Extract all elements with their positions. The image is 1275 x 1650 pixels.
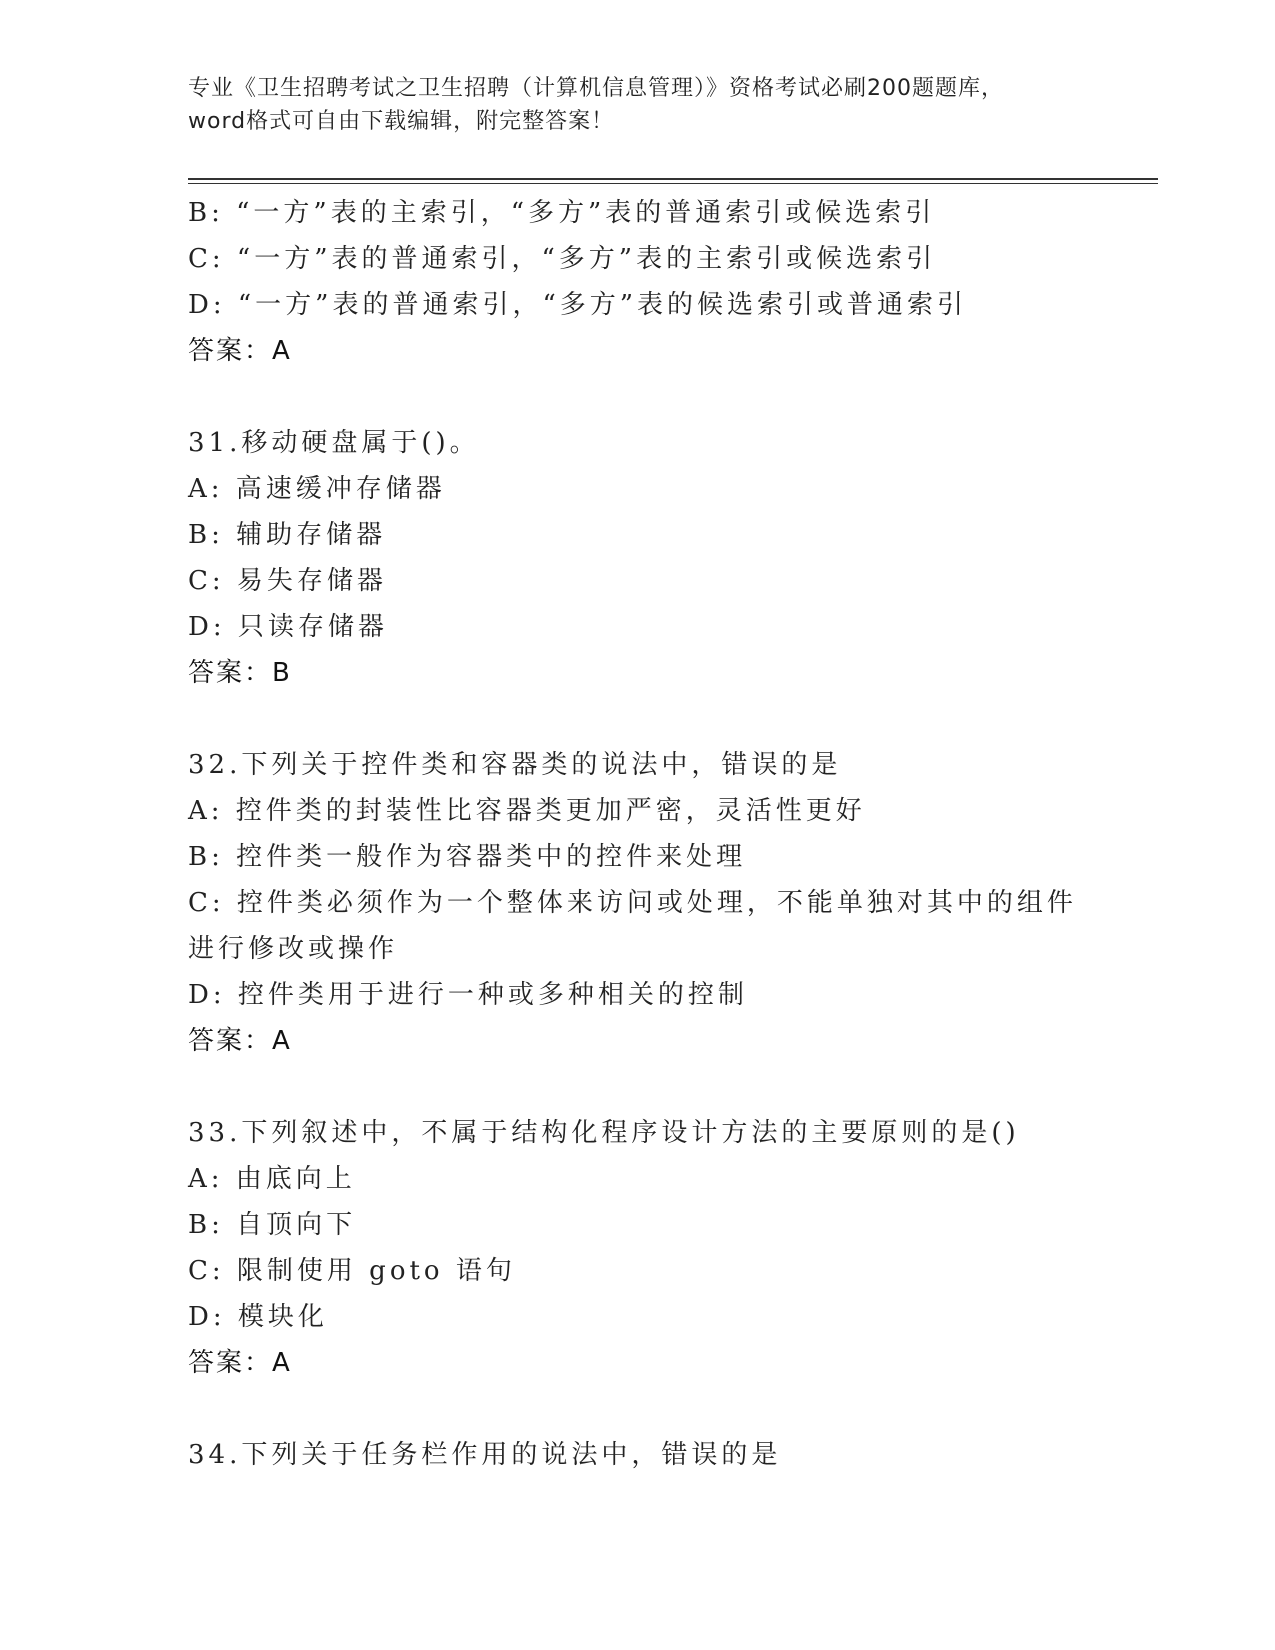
spacer — [188, 1386, 1128, 1432]
option-d: D: “一方”表的普通索引，“多方”表的候选索引或普通索引 — [188, 290, 968, 320]
spacer — [188, 374, 1128, 420]
page-header — [188, 72, 1088, 138]
spacer — [188, 1064, 1128, 1110]
answer-label: 答案：B — [188, 658, 292, 688]
header-divider — [188, 178, 1158, 184]
option-a: A: 控件类的封装性比容器类更加严密，灵活性更好 — [188, 796, 866, 826]
question-block-31 — [188, 420, 1128, 696]
option-b: B: 控件类一般作为容器类中的控件来处理 — [188, 842, 747, 872]
spacer — [188, 696, 1128, 742]
option-d: D: 模块化 — [188, 1302, 328, 1332]
question-block-32 — [188, 742, 1128, 1064]
question-stem: 33.下列叙述中，不属于结构化程序设计方法的主要原则的是() — [188, 1118, 1020, 1148]
option-b: B: 自顶向下 — [188, 1210, 357, 1240]
question-stem: 34.下列关于任务栏作用的说法中，错误的是 — [188, 1440, 782, 1470]
question-stem: 31.移动硬盘属于()。 — [188, 428, 480, 458]
option-a: A: 由底向上 — [188, 1164, 356, 1194]
option-d: D: 只读存储器 — [188, 612, 388, 642]
question-block-30 — [188, 190, 1128, 374]
option-b: B: 辅助存储器 — [188, 520, 387, 550]
answer-label: 答案：A — [188, 1348, 292, 1378]
option-a: A: 高速缓冲存储器 — [188, 474, 446, 504]
answer-label: 答案：A — [188, 336, 292, 366]
option-b: B: “一方”表的主索引，“多方”表的普通索引或候选索引 — [188, 198, 936, 228]
option-c: C: “一方”表的普通索引，“多方”表的主索引或候选索引 — [188, 244, 937, 274]
answer-label: 答案：A — [188, 1026, 292, 1056]
question-block-34 — [188, 1432, 1128, 1478]
option-c: C: 限制使用 goto 语句 — [188, 1256, 516, 1286]
header-title-line-1: 专业《卫生招聘考试之卫生招聘（计算机信息管理）》资格考试必刷200题题库， — [188, 76, 1004, 101]
question-block-33 — [188, 1110, 1128, 1386]
option-d: D: 控件类用于进行一种或多种相关的控制 — [188, 980, 748, 1010]
option-c: C: 控件类必须作为一个整体来访问或处理，不能单独对其中的组件进行修改或操作 — [188, 888, 1077, 964]
document-body — [188, 190, 1128, 1478]
option-c: C: 易失存储器 — [188, 566, 387, 596]
header-title-line-2: word格式可自由下载编辑，附完整答案！ — [188, 109, 615, 134]
question-stem: 32.下列关于控件类和容器类的说法中，错误的是 — [188, 750, 842, 780]
